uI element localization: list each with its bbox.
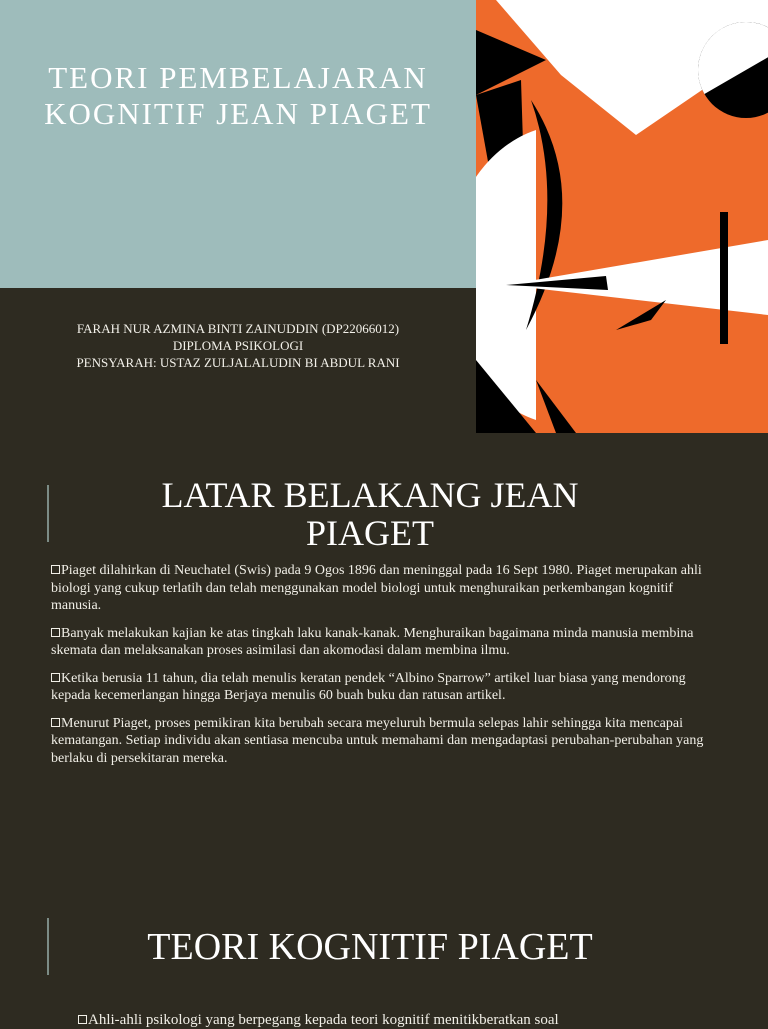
section-title-latar: LATAR BELAKANG JEAN PIAGET — [161, 475, 579, 553]
author-name: FARAH NUR AZMINA BINTI ZAINUDDIN (DP22066012) — [76, 321, 400, 336]
bullet-item: Ketika berusia 11 tahun, dia telah menulis keratan pendek “Albino Sparrow” artikel luar biasa yang mendorong kepada kecemerlangan hingga Berjaya menulis 60 buah buku dan ratusan artikel. — [51, 670, 686, 703]
section-divider — [47, 485, 49, 542]
program-name: DIPLOMA PSIKOLOGI — [172, 338, 304, 353]
background-bullet-list — [51, 562, 711, 777]
slide-title: TEORI PEMBELAJARAN KOGNITIF JEAN PIAGET — [44, 60, 432, 131]
bullet-item: Ahli-ahli psikologi yang berpegang kepada teori kognitif menitikberatkan soal — [78, 1011, 738, 1029]
checkbox-bullet-icon — [51, 718, 60, 727]
title-panel — [0, 0, 476, 288]
bullet-item: Piaget dilahirkan di Neuchatel (Swis) pada 9 Ogos 1896 dan meninggal pada 16 Sept 1980. Piaget merupakan ahli biologi yang cukup terlatih dan telah menggunakan model biologi untuk menghuraikan perkembangan kognitif manusia. — [51, 563, 702, 613]
bullet-item: Banyak melakukan kajian ke atas tingkah laku kanak-kanak. Menghuraikan bagaimana minda manusia membina skemata dan melaksanakan proses asimilasi dan akomodasi dalam membina ilmu. — [51, 625, 694, 658]
abstract-art-image — [476, 0, 768, 433]
section-divider — [47, 918, 49, 975]
author-info — [30, 320, 446, 371]
bullet-item: Menurut Piaget, proses pemikiran kita berubah secara meyeluruh bermula selepas lahir sehingga kita mencapai kematangan. Setiap individu akan sentiasa mencuba untuk memahami dan mengadaptasi perubahan-perubahan yang berlaku di persekitaran mereka. — [51, 715, 704, 766]
checkbox-bullet-icon — [51, 565, 60, 574]
section-title-teori: TEORI KOGNITIF PIAGET — [147, 926, 593, 968]
lecturer-name: PENSYARAH: USTAZ ZULJALALUDIN BI ABDUL RANI — [76, 355, 400, 370]
checkbox-bullet-icon — [78, 1015, 87, 1024]
checkbox-bullet-icon — [51, 673, 60, 682]
checkbox-bullet-icon — [51, 628, 60, 637]
